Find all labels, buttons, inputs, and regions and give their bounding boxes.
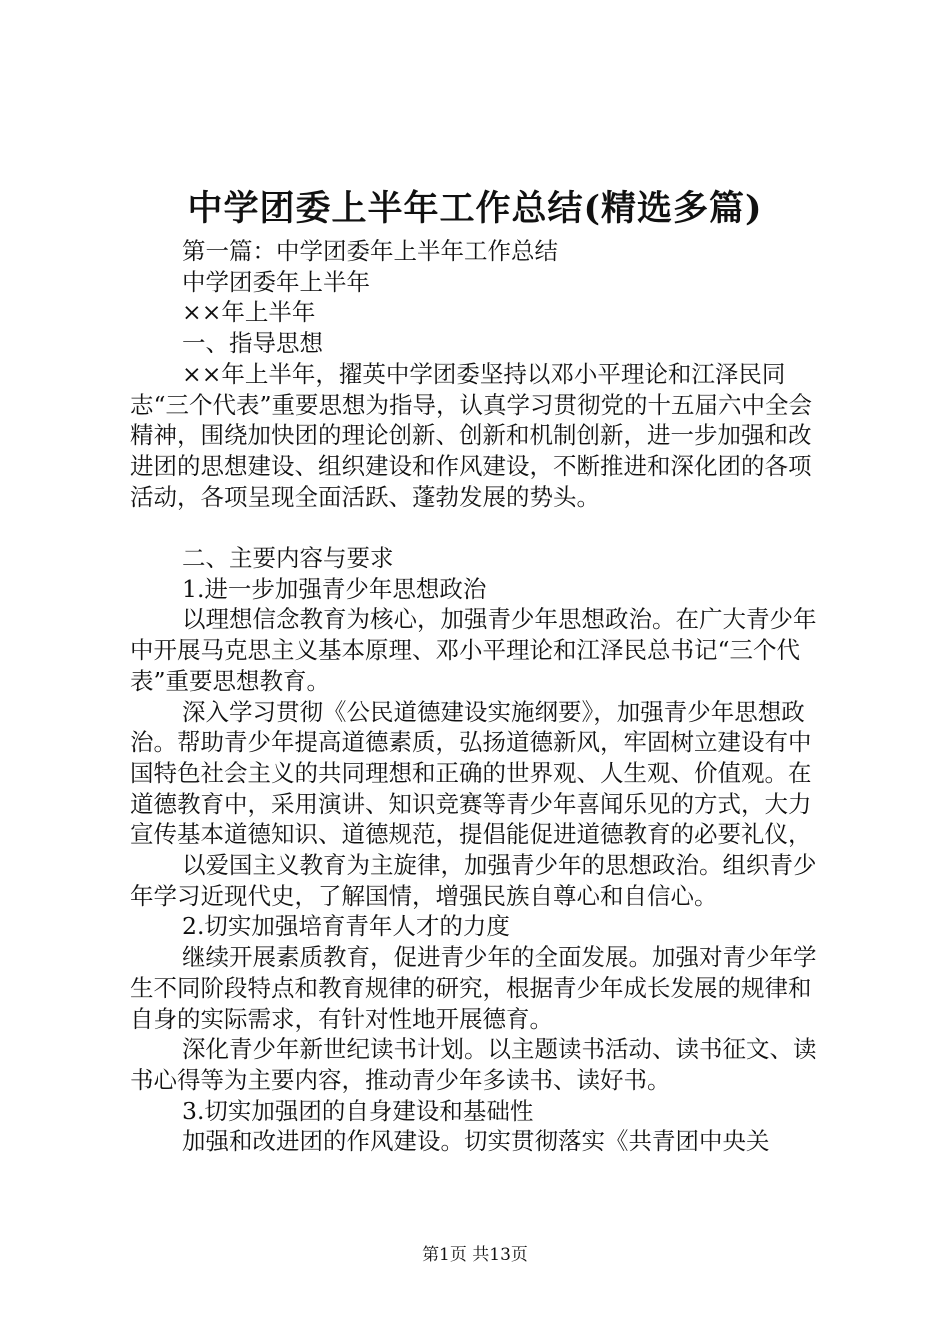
body-paragraph: 3.切实加强团的自身建设和基础性 [182,1096,534,1125]
body-paragraph: ××年上半年，擢英中学团委坚持以邓小平理论和江泽民同志“三个代表”重要思想为指导，认真学习贯彻党的十五届六中全会精神，围绕加快团的理论创新、创新和机制创新，进一步加强和改进团的思想建设、组织建设和作风建设，不断推进和深化团的各项活动，各项呈现全面活跃、蓬勃发展的势头。 [130,359,813,511]
body-paragraph: 以爱国主义教育为主旋律，加强青少年的思想政治。组织青少年学习近现代史，了解国情，增强民族自尊心和自信心。 [130,851,817,910]
body-paragraph: 二、主要内容与要求 [182,544,394,573]
body-paragraph: 深入学习贯彻《公民道德建设实施纲要》，加强青少年思想政治。帮助青少年提高道德素质，弘扬道德新风，牢固树立建设有中国特色社会主义的共同理想和正确的世界观、人生观、价值观。在道德教育中，采用演讲、知识竞赛等青少年喜闻乐见的方式，大力宣传基本道德知识、道德规范，提倡能促进道德教育的必要礼仪， [130,697,812,849]
body-paragraph: 1.进一步加强青少年思想政治 [182,574,487,603]
page-number-footer: 第1页 共13页 [422,1245,528,1265]
body-paragraph: 深化青少年新世纪读书计划。以主题读书活动、读书征文、读书心得等为主要内容，推动青少年多读书、读好书。 [130,1035,817,1094]
document-body [130,236,830,1157]
body-paragraph: 2.切实加强培育青年人才的力度 [182,912,510,941]
body-paragraph: 中学团委年上半年 [182,267,370,296]
body-paragraph: 继续开展素质教育，促进青少年的全面发展。加强对青少年学生不同阶段特点和教育规律的研究，根据青少年成长发展的规律和自身的实际需求，有针对性地开展德育。 [130,943,817,1033]
body-paragraph: 以理想信念教育为核心，加强青少年思想政治。在广大青少年中开展马克思主义基本原理、邓小平理论和江泽民总书记“三个代表”重要思想教育。 [130,605,817,695]
body-paragraph: 加强和改进团的作风建设。切实贯彻落实《共青团中央关 [182,1127,770,1156]
body-paragraph: 第一篇：中学团委年上半年工作总结 [182,237,558,265]
body-paragraph: ××年上半年 [182,298,316,327]
body-paragraph: 一、指导思想 [182,329,323,358]
body-paragraph [130,512,830,543]
document-title: 中学团委上半年工作总结(精选多篇) [187,188,763,229]
